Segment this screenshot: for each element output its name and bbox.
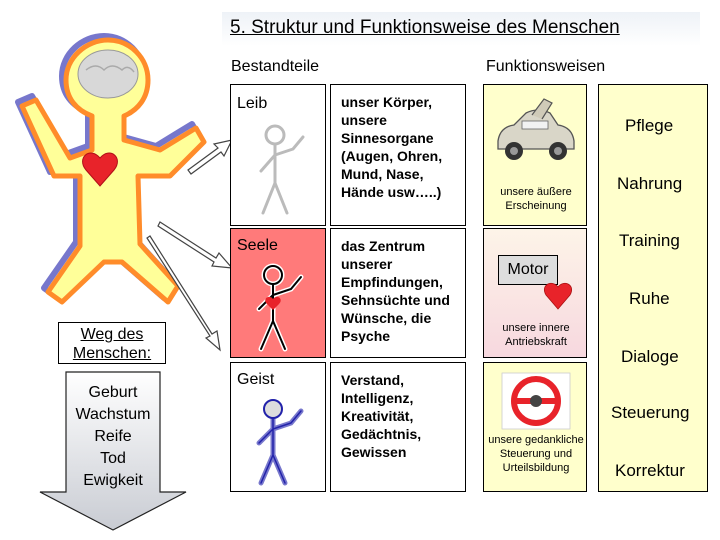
function-item: Training xyxy=(619,231,680,250)
car-icon xyxy=(492,97,580,167)
header-functions: Funktionsweisen xyxy=(486,58,606,75)
function-item: Dialoge xyxy=(621,347,679,366)
function-box-geist xyxy=(483,362,587,492)
function-item: Nahrung xyxy=(617,174,683,193)
desc-box-leib xyxy=(330,84,466,226)
function-caption: unsere äußere Erscheinung xyxy=(500,186,572,212)
way-stage: Wachstum xyxy=(75,406,151,423)
stick-figure-heart-icon xyxy=(249,263,311,355)
function-box-leib xyxy=(483,84,587,226)
way-stage: Tod xyxy=(100,450,126,467)
function-item: Ruhe xyxy=(629,289,670,308)
way-title: Weg des Menschen: xyxy=(72,326,152,362)
desc-box-seele xyxy=(330,228,466,358)
function-caption: unsere gedankliche Steuerung und Urteilsbildung xyxy=(488,434,584,474)
way-stage: Reife xyxy=(94,428,132,445)
page-title: 5. Struktur und Funktionsweise des Menschen xyxy=(230,17,620,38)
part-label: Seele xyxy=(237,237,278,254)
function-caption: unsere innere Antriebskraft xyxy=(502,322,570,348)
part-box-geist xyxy=(230,362,326,492)
desc-box-geist xyxy=(330,362,466,492)
functions-column xyxy=(598,84,708,492)
part-label: Geist xyxy=(237,371,275,388)
function-box-seele xyxy=(483,228,587,358)
part-box-seele xyxy=(230,228,326,358)
function-item: Pflege xyxy=(625,116,674,135)
way-stage: Geburt xyxy=(88,384,138,401)
part-description: das Zentrum unserer Empfindungen, Sehnsüchte und Wünsche, die Psyche xyxy=(341,238,450,344)
part-box-leib xyxy=(230,84,326,226)
stick-figure-icon xyxy=(251,123,311,219)
part-label: Leib xyxy=(237,95,268,112)
motor-label: Motor xyxy=(507,261,549,278)
header-parts: Bestandteile xyxy=(231,58,320,75)
way-stages xyxy=(66,382,160,492)
steering-wheel-icon xyxy=(500,371,572,431)
function-item: Steuerung xyxy=(611,403,690,422)
way-stage: Ewigkeit xyxy=(83,472,143,489)
stick-figure-head-icon xyxy=(249,397,311,489)
part-description: unser Körper, unsere Sinnesorgane (Augen, Ohren, Mund, Nase, Hände usw…..) xyxy=(341,94,443,200)
heart-icon xyxy=(540,281,576,311)
part-description: Verstand, Intelligenz, Kreativität, Gedächtnis, Gewissen xyxy=(341,372,422,460)
function-item: Korrektur xyxy=(615,461,685,480)
